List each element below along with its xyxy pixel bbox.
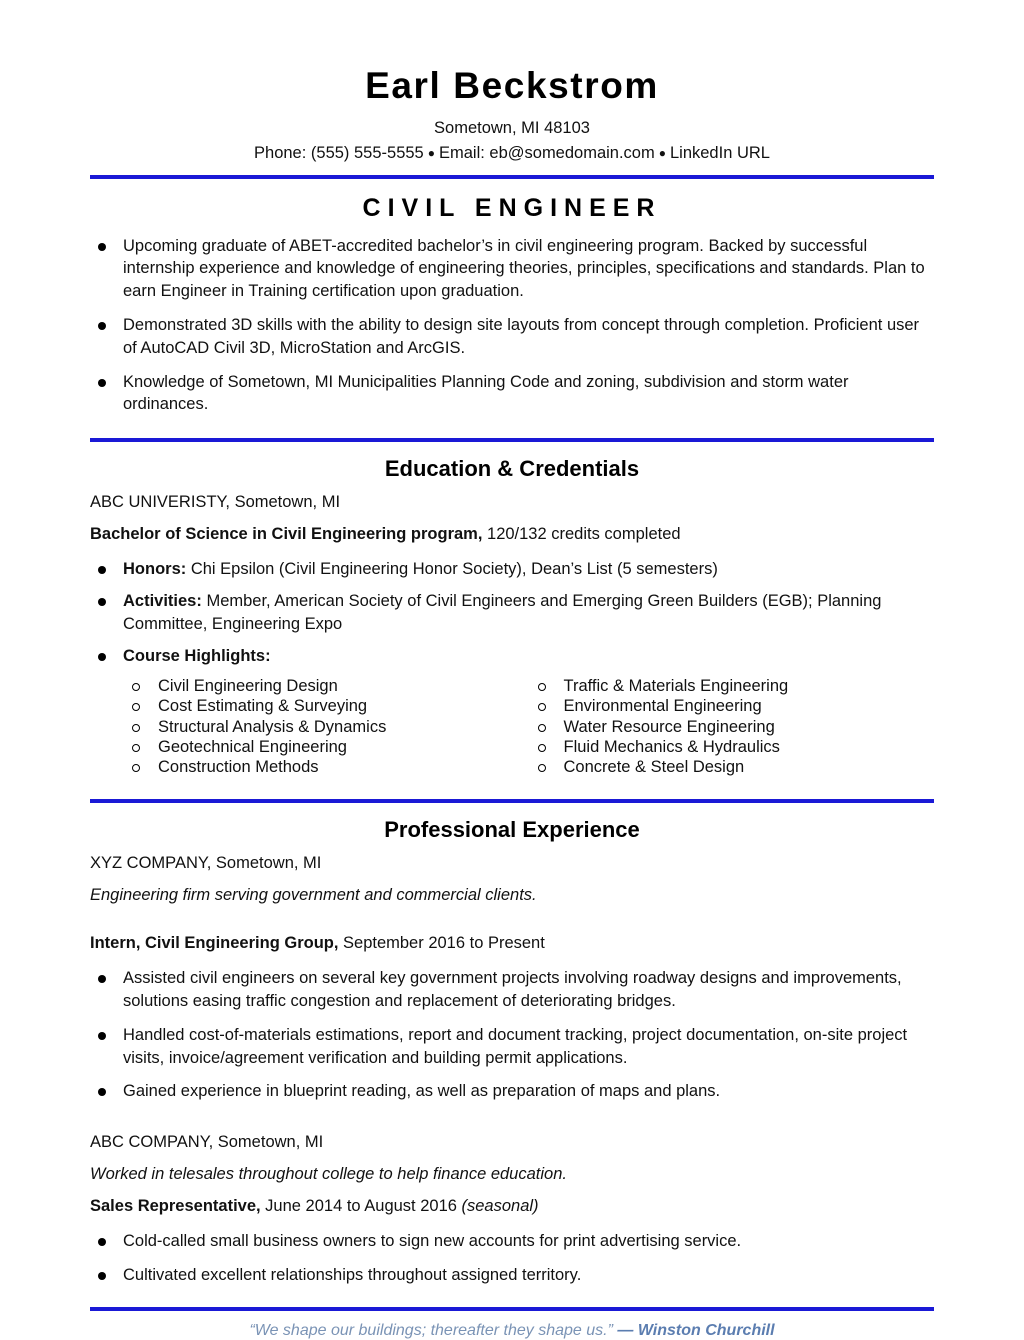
email-text: Email: eb@somedomain.com — [438, 143, 655, 162]
job1-company: XYZ COMPANY, Sometown, MI — [90, 853, 322, 872]
list-item: Water Resource Engineering — [529, 717, 935, 737]
list-item: Geotechnical Engineering — [123, 737, 519, 757]
spacer — [90, 1114, 934, 1122]
job-title-headline: CIVIL ENGINEER — [362, 193, 662, 222]
candidate-name: Earl Beckstrom — [365, 65, 659, 106]
list-item: Gained experience in blueprint reading, as well as preparation of maps and plans. — [90, 1080, 934, 1103]
separator-dot-icon: ● — [427, 146, 435, 161]
job2-list — [90, 1230, 934, 1287]
courses-label: Course Highlights: — [123, 646, 271, 665]
job2-role-seasonal: (seasonal) — [461, 1197, 539, 1216]
job1-role — [90, 932, 934, 955]
divider-education — [90, 438, 934, 442]
course-column-right — [529, 676, 935, 777]
job1-description: Engineering firm serving government and commercial clients. — [90, 886, 537, 905]
activities-text: Member, American Society of Civil Engineers and Emerging Green Builders (EGB); Planning Committee, Engineering Expo — [123, 592, 882, 633]
job2-role — [90, 1195, 934, 1218]
job1-role-bold: Intern, Civil Engineering Group, — [90, 934, 339, 953]
job1-list — [90, 967, 934, 1103]
list-item: Demonstrated 3D skills with the ability to design site layouts from concept through completion. Proficient user of AutoCAD Civil 3D, MicroStation and ArcGIS. — [90, 314, 934, 360]
activities-label: Activities: — [123, 592, 202, 610]
divider-header — [90, 175, 934, 179]
list-item: Concrete & Steel Design — [529, 757, 935, 777]
list-item: Fluid Mechanics & Hydraulics — [529, 737, 935, 757]
course-list-right — [529, 676, 935, 777]
quote-author-name: Winston Churchill — [637, 1321, 775, 1339]
list-item-courses — [90, 645, 934, 668]
education-degree-bold: Bachelor of Science in Civil Engineering program, — [90, 525, 483, 544]
contact-line — [90, 144, 934, 163]
job1-role-dates: September 2016 to Present — [338, 934, 545, 953]
education-degree-rest: 120/132 credits completed — [482, 525, 681, 544]
list-item: Environmental Engineering — [529, 696, 935, 716]
list-item: Handled cost-of-materials estimations, report and document tracking, project documentation, on-site project visits, invoice/agreement verification and building permit applications. — [90, 1024, 934, 1070]
list-item: Cold-called small business owners to sign new accounts for print advertising service. — [90, 1230, 934, 1253]
quote-dash: — — [617, 1321, 638, 1339]
list-item: Cost Estimating & Surveying — [123, 696, 519, 716]
linkedin-text: LinkedIn URL — [669, 143, 770, 162]
list-item-honors — [90, 558, 934, 581]
education-degree — [90, 523, 934, 546]
list-item-activities — [90, 590, 934, 636]
honors-text: Chi Epsilon (Civil Engineering Honor Society), Dean’s List (5 semesters) — [186, 560, 718, 579]
quote-author — [617, 1322, 774, 1339]
list-item: Civil Engineering Design — [123, 676, 519, 696]
section-title-experience: Professional Experience — [384, 816, 640, 842]
honors-label: Honors: — [123, 560, 187, 579]
spacer — [90, 907, 934, 923]
list-item: Traffic & Materials Engineering — [529, 676, 935, 696]
job2-role-dates: June 2014 to August 2016 — [260, 1197, 462, 1216]
list-item: Structural Analysis & Dynamics — [123, 717, 519, 737]
course-column-left — [123, 676, 529, 777]
list-item: Assisted civil engineers on several key government projects involving roadway designs and improvements, solutions easing traffic congestion and replacement of deteriorating bridges. — [90, 967, 934, 1013]
divider-footer — [90, 1307, 934, 1311]
section-title-education: Education & Credentials — [384, 456, 640, 482]
phone-text: Phone: (555) 555-5555 — [254, 143, 424, 162]
list-item: Cultivated excellent relationships throughout assigned territory. — [90, 1264, 934, 1287]
quote-text: “We shape our buildings; thereafter they shape us.” — [249, 1321, 618, 1339]
job2-company: ABC COMPANY, Sometown, MI — [90, 1133, 324, 1152]
course-highlights-columns — [90, 676, 934, 777]
separator-dot-icon: ● — [658, 146, 666, 161]
list-item: Knowledge of Sometown, MI Municipalities Planning Code and zoning, subdivision and storm water ordinances. — [90, 371, 934, 417]
education-list — [90, 558, 934, 667]
course-list-left — [123, 676, 519, 777]
divider-experience — [90, 799, 934, 803]
summary-list — [90, 235, 934, 416]
education-school: ABC UNIVERISTY, Sometown, MI — [90, 493, 341, 512]
job2-role-bold: Sales Representative, — [90, 1197, 261, 1216]
list-item: Upcoming graduate of ABET-accredited bachelor’s in civil engineering program. Backed by successful internship experience and knowledge of engineering theories, principles, specifications and standards. Plan to earn Engineer in Training certification upon graduation. — [90, 235, 934, 303]
job2-description: Worked in telesales throughout college to help finance education. — [90, 1165, 567, 1184]
list-item: Construction Methods — [123, 757, 519, 777]
candidate-location: Sometown, MI 48103 — [434, 118, 590, 137]
